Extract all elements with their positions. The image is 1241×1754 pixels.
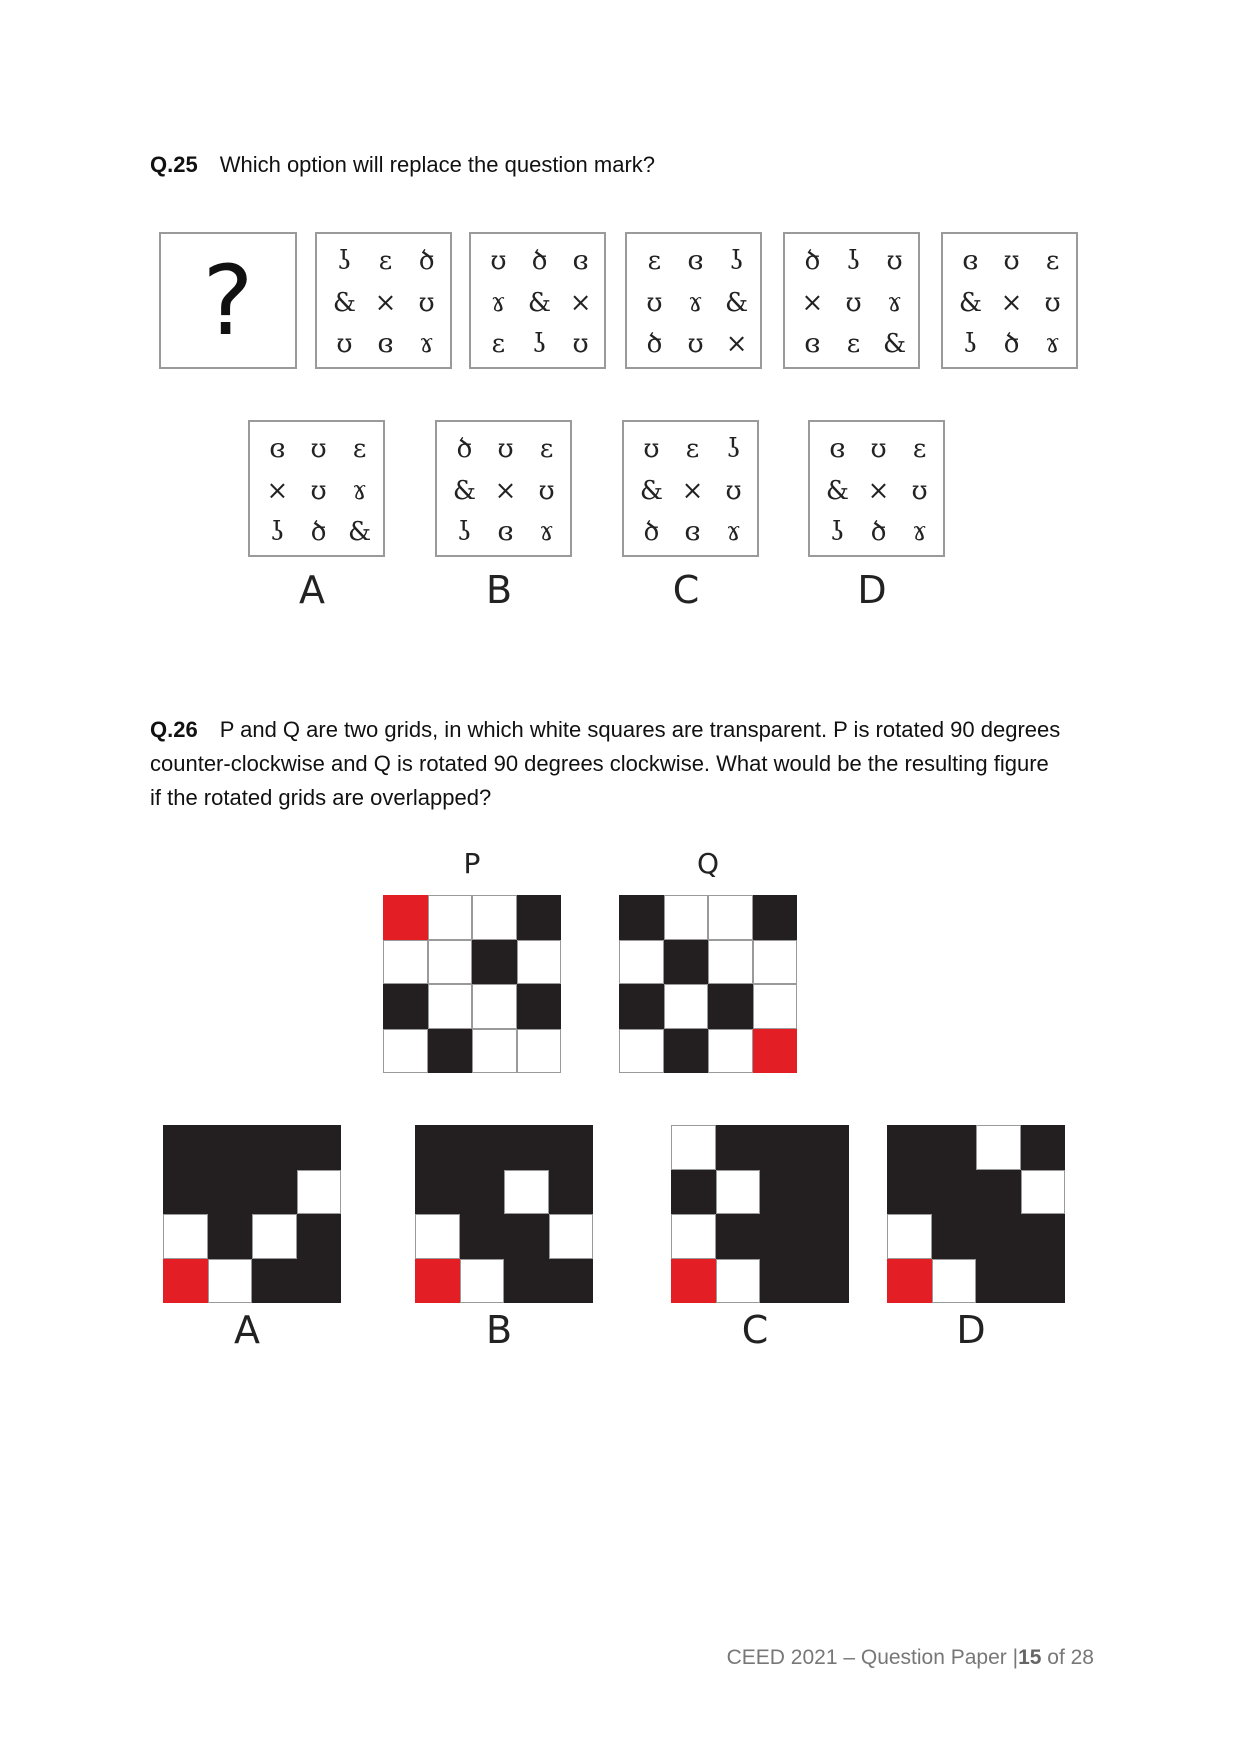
figure-symbol: ɤ bbox=[887, 287, 902, 318]
black-cell bbox=[297, 1214, 342, 1259]
sequence-figure-5 bbox=[941, 232, 1078, 369]
figure-symbol: & bbox=[883, 328, 907, 359]
white-cell bbox=[619, 1029, 664, 1074]
black-cell bbox=[252, 1170, 297, 1215]
black-cell bbox=[805, 1214, 850, 1259]
figure-symbol: & bbox=[332, 287, 356, 318]
black-cell bbox=[976, 1214, 1021, 1259]
option-a-figure bbox=[248, 420, 385, 557]
white-cell bbox=[472, 895, 517, 940]
figure-symbol: × bbox=[266, 475, 289, 506]
sequence-figure-2 bbox=[469, 232, 606, 369]
figure-symbol: ʖ bbox=[830, 516, 845, 547]
figure-symbol: ɞ bbox=[962, 246, 979, 277]
figure-symbol: ʖ bbox=[270, 516, 285, 547]
figure-symbol: ʊ bbox=[490, 246, 507, 277]
white-cell bbox=[708, 940, 753, 985]
white-cell bbox=[708, 1029, 753, 1074]
q25-question-mark-box bbox=[159, 232, 297, 369]
figure-symbol: ʖ bbox=[457, 516, 472, 547]
black-cell bbox=[517, 984, 562, 1029]
figure-symbol: ɤ bbox=[352, 475, 367, 506]
red-cell bbox=[887, 1259, 932, 1304]
figure-symbol: ʖ bbox=[846, 246, 861, 277]
figure-symbol: ʖ bbox=[532, 328, 547, 359]
q26-option-label-c: C bbox=[741, 1308, 769, 1352]
figure-symbol: ɞ bbox=[269, 434, 286, 465]
black-cell bbox=[932, 1125, 977, 1170]
black-cell bbox=[208, 1214, 253, 1259]
white-cell bbox=[428, 895, 473, 940]
black-cell bbox=[664, 1029, 709, 1074]
black-cell bbox=[428, 1029, 473, 1074]
black-cell bbox=[1021, 1125, 1066, 1170]
black-cell bbox=[805, 1170, 850, 1215]
white-cell bbox=[708, 895, 753, 940]
figure-symbol: ծ bbox=[1003, 328, 1020, 359]
figure-symbol: ʊ bbox=[911, 475, 928, 506]
black-cell bbox=[805, 1259, 850, 1304]
figure-symbol: ʊ bbox=[845, 287, 862, 318]
black-cell bbox=[297, 1125, 342, 1170]
white-cell bbox=[664, 984, 709, 1029]
black-cell bbox=[619, 895, 664, 940]
footer-page-total: of 28 bbox=[1047, 1646, 1094, 1669]
q26-number: Q.26 bbox=[150, 717, 198, 742]
white-cell bbox=[163, 1214, 208, 1259]
figure-symbol: ծ bbox=[643, 516, 660, 547]
grid-label-q: Q bbox=[696, 847, 720, 880]
black-cell bbox=[517, 895, 562, 940]
black-cell bbox=[549, 1259, 594, 1304]
figure-symbol: ʖ bbox=[726, 434, 741, 465]
q25-number: Q.25 bbox=[150, 152, 198, 177]
white-cell bbox=[932, 1259, 977, 1304]
q26-option-c-grid bbox=[671, 1125, 849, 1303]
white-cell bbox=[1021, 1170, 1066, 1215]
black-cell bbox=[415, 1125, 460, 1170]
figure-symbol: ʊ bbox=[870, 434, 887, 465]
red-cell bbox=[753, 1029, 798, 1074]
figure-symbol: ծ bbox=[804, 246, 821, 277]
black-cell bbox=[549, 1125, 594, 1170]
q26-option-b-grid bbox=[415, 1125, 593, 1303]
figure-symbol: & bbox=[452, 475, 476, 506]
figure-symbol: ʊ bbox=[643, 434, 660, 465]
white-cell bbox=[415, 1214, 460, 1259]
white-cell bbox=[716, 1170, 761, 1215]
q26-option-label-d: D bbox=[956, 1308, 986, 1352]
white-cell bbox=[252, 1214, 297, 1259]
figure-symbol: ɤ bbox=[726, 516, 741, 547]
footer-page-number: 15 bbox=[1018, 1646, 1042, 1669]
option-c-figure bbox=[622, 420, 759, 557]
black-cell bbox=[504, 1259, 549, 1304]
figure-symbol: ʊ bbox=[687, 328, 704, 359]
q26-text-line2: counter-clockwise and Q is rotated 90 degrees clockwise. What would be the resulting figure bbox=[150, 751, 1049, 776]
white-cell bbox=[976, 1125, 1021, 1170]
figure-symbol: ɤ bbox=[1045, 328, 1060, 359]
grid-q bbox=[619, 895, 797, 1073]
white-cell bbox=[383, 940, 428, 985]
figure-symbol: ɤ bbox=[539, 516, 554, 547]
white-cell bbox=[460, 1259, 505, 1304]
figure-symbol: × bbox=[681, 475, 704, 506]
question-mark: ? bbox=[202, 244, 254, 357]
black-cell bbox=[1021, 1259, 1066, 1304]
black-cell bbox=[760, 1259, 805, 1304]
white-cell bbox=[504, 1170, 549, 1215]
black-cell bbox=[549, 1170, 594, 1215]
white-cell bbox=[671, 1125, 716, 1170]
grid-p bbox=[383, 895, 561, 1073]
figure-symbol: ɞ bbox=[497, 516, 514, 547]
figure-symbol: × bbox=[374, 287, 397, 318]
white-cell bbox=[428, 984, 473, 1029]
figure-symbol: ɞ bbox=[572, 246, 589, 277]
black-cell bbox=[163, 1170, 208, 1215]
figure-symbol: ծ bbox=[646, 328, 663, 359]
figure-symbol: ɛ bbox=[539, 434, 554, 465]
figure-symbol: ʊ bbox=[725, 475, 742, 506]
figure-symbol: ʖ bbox=[963, 328, 978, 359]
figure-symbol: × bbox=[1000, 287, 1023, 318]
figure-symbol: ծ bbox=[531, 246, 548, 277]
sequence-figure-1 bbox=[315, 232, 452, 369]
figure-symbol: ɞ bbox=[377, 328, 394, 359]
figure-symbol: & bbox=[348, 516, 372, 547]
figure-symbol: ɛ bbox=[647, 246, 662, 277]
white-cell bbox=[716, 1259, 761, 1304]
black-cell bbox=[716, 1214, 761, 1259]
white-cell bbox=[671, 1214, 716, 1259]
red-cell bbox=[163, 1259, 208, 1304]
black-cell bbox=[664, 940, 709, 985]
figure-symbol: ɞ bbox=[687, 246, 704, 277]
red-cell bbox=[415, 1259, 460, 1304]
figure-symbol: ʊ bbox=[646, 287, 663, 318]
option-label-b: B bbox=[485, 568, 513, 612]
figure-symbol: ʊ bbox=[886, 246, 903, 277]
white-cell bbox=[517, 940, 562, 985]
white-cell bbox=[549, 1214, 594, 1259]
figure-symbol: ծ bbox=[418, 246, 435, 277]
figure-symbol: ɛ bbox=[378, 246, 393, 277]
white-cell bbox=[619, 940, 664, 985]
figure-symbol: ʊ bbox=[1003, 246, 1020, 277]
figure-symbol: ɞ bbox=[829, 434, 846, 465]
figure-symbol: ʊ bbox=[418, 287, 435, 318]
black-cell bbox=[619, 984, 664, 1029]
black-cell bbox=[887, 1170, 932, 1215]
q26-text-line1: P and Q are two grids, in which white squares are transparent. P is rotated 90 degrees bbox=[219, 717, 1061, 742]
option-label-d: D bbox=[857, 568, 887, 612]
q26-option-d-grid bbox=[887, 1125, 1065, 1303]
figure-symbol: ɞ bbox=[684, 516, 701, 547]
figure-symbol: ɛ bbox=[1045, 246, 1060, 277]
figure-symbol: & bbox=[725, 287, 749, 318]
black-cell bbox=[504, 1125, 549, 1170]
figure-symbol: × bbox=[867, 475, 890, 506]
figure-symbol: ʖ bbox=[729, 246, 744, 277]
figure-symbol: ɛ bbox=[352, 434, 367, 465]
black-cell bbox=[460, 1125, 505, 1170]
white-cell bbox=[428, 940, 473, 985]
black-cell bbox=[252, 1125, 297, 1170]
figure-symbol: × bbox=[801, 287, 824, 318]
black-cell bbox=[932, 1214, 977, 1259]
black-cell bbox=[504, 1214, 549, 1259]
figure-symbol: ʖ bbox=[337, 246, 352, 277]
figure-symbol: × bbox=[494, 475, 517, 506]
q26-question bbox=[150, 713, 1100, 747]
black-cell bbox=[208, 1125, 253, 1170]
black-cell bbox=[383, 984, 428, 1029]
black-cell bbox=[760, 1125, 805, 1170]
grid-label-p: P bbox=[463, 847, 481, 880]
figure-symbol: ɤ bbox=[491, 287, 506, 318]
figure-symbol: ʊ bbox=[1044, 287, 1061, 318]
black-cell bbox=[1021, 1214, 1066, 1259]
figure-symbol: ɤ bbox=[419, 328, 434, 359]
figure-symbol: ʊ bbox=[310, 475, 327, 506]
white-cell bbox=[664, 895, 709, 940]
option-label-a: A bbox=[299, 568, 325, 612]
figure-symbol: ʊ bbox=[538, 475, 555, 506]
footer-text: CEED 2021 – Question Paper | bbox=[726, 1646, 1019, 1669]
figure-symbol: ɤ bbox=[912, 516, 927, 547]
figure-symbol: ɛ bbox=[685, 434, 700, 465]
black-cell bbox=[976, 1259, 1021, 1304]
black-cell bbox=[415, 1170, 460, 1215]
figure-symbol: × bbox=[569, 287, 592, 318]
white-cell bbox=[297, 1170, 342, 1215]
option-d-figure bbox=[808, 420, 945, 557]
figure-symbol: ʊ bbox=[310, 434, 327, 465]
sequence-figure-4 bbox=[783, 232, 920, 369]
figure-symbol: × bbox=[725, 328, 748, 359]
white-cell bbox=[517, 1029, 562, 1074]
q26-option-label-a: A bbox=[234, 1308, 260, 1352]
black-cell bbox=[297, 1259, 342, 1304]
q26-text-line3: if the rotated grids are overlapped? bbox=[150, 785, 492, 810]
black-cell bbox=[163, 1125, 208, 1170]
black-cell bbox=[460, 1214, 505, 1259]
q25-question bbox=[150, 148, 1100, 182]
figure-symbol: ɛ bbox=[912, 434, 927, 465]
q26-option-label-b: B bbox=[485, 1308, 513, 1352]
white-cell bbox=[887, 1214, 932, 1259]
figure-symbol: ɤ bbox=[688, 287, 703, 318]
page-footer bbox=[727, 1646, 1094, 1670]
black-cell bbox=[887, 1125, 932, 1170]
figure-symbol: ծ bbox=[456, 434, 473, 465]
figure-symbol: ɛ bbox=[846, 328, 861, 359]
white-cell bbox=[383, 1029, 428, 1074]
figure-symbol: ʊ bbox=[572, 328, 589, 359]
black-cell bbox=[753, 895, 798, 940]
white-cell bbox=[472, 984, 517, 1029]
figure-symbol: & bbox=[527, 287, 552, 318]
white-cell bbox=[753, 940, 798, 985]
black-cell bbox=[208, 1170, 253, 1215]
figure-symbol: ʊ bbox=[497, 434, 514, 465]
figure-symbol: & bbox=[825, 475, 849, 506]
black-cell bbox=[708, 984, 753, 1029]
black-cell bbox=[760, 1170, 805, 1215]
white-cell bbox=[472, 1029, 517, 1074]
white-cell bbox=[208, 1259, 253, 1304]
figure-symbol: & bbox=[639, 475, 663, 506]
q26-option-a-grid bbox=[163, 1125, 341, 1303]
white-cell bbox=[753, 984, 798, 1029]
figure-symbol: ɞ bbox=[804, 328, 821, 359]
figure-symbol: & bbox=[958, 287, 982, 318]
black-cell bbox=[716, 1125, 761, 1170]
figure-symbol: ɛ bbox=[491, 328, 506, 359]
q25-text: Which option will replace the question mark? bbox=[219, 152, 656, 177]
figure-symbol: ծ bbox=[870, 516, 887, 547]
black-cell bbox=[460, 1170, 505, 1215]
black-cell bbox=[671, 1170, 716, 1215]
black-cell bbox=[472, 940, 517, 985]
red-cell bbox=[383, 895, 428, 940]
figure-symbol: ʊ bbox=[336, 328, 353, 359]
figure-symbol: ծ bbox=[310, 516, 327, 547]
black-cell bbox=[760, 1214, 805, 1259]
option-label-c: C bbox=[672, 568, 700, 612]
black-cell bbox=[976, 1170, 1021, 1215]
black-cell bbox=[805, 1125, 850, 1170]
option-b-figure bbox=[435, 420, 572, 557]
black-cell bbox=[252, 1259, 297, 1304]
black-cell bbox=[932, 1170, 977, 1215]
red-cell bbox=[671, 1259, 716, 1304]
sequence-figure-3 bbox=[625, 232, 762, 369]
